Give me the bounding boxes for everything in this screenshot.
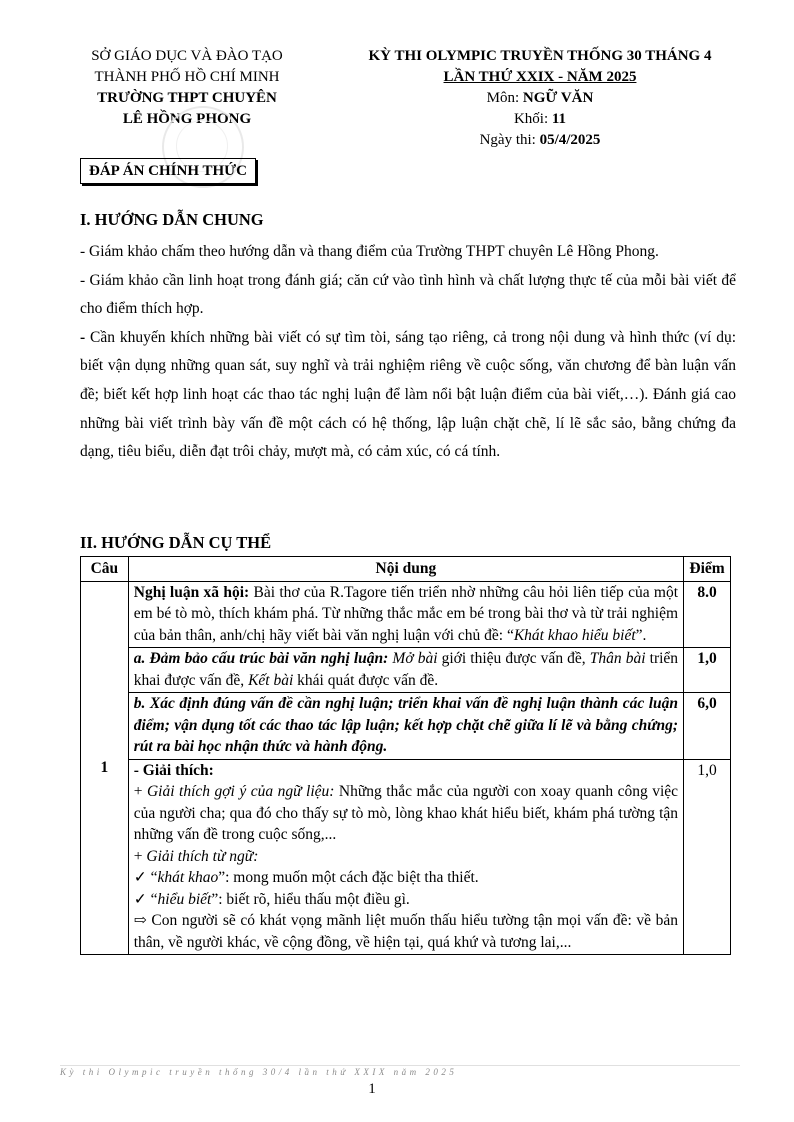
- table-row: [81, 693, 731, 760]
- points-structure: 1,0: [684, 648, 731, 693]
- quote-open: “: [146, 890, 158, 908]
- arrow-right-icon: ⇨: [133, 912, 147, 929]
- task-lead: Nghị luận xã hội:: [133, 583, 250, 601]
- check-icon: ✓: [133, 890, 147, 908]
- points-argument: 6,0: [684, 693, 731, 760]
- structure-intro: Mở bài: [392, 650, 438, 667]
- structure-text-2: triển khai được vấn đề,: [133, 650, 679, 689]
- footer-text: Kỳ thi Olympic truyền thống 30/4 lần thứ XXIX năm 2025: [60, 1067, 458, 1077]
- grade-label: Khối:: [513, 111, 552, 127]
- explanation-section: [128, 759, 683, 955]
- question-number: 1: [81, 581, 129, 955]
- grade-line: [330, 109, 750, 130]
- task-topic: Khát khao hiểu biết: [513, 626, 636, 644]
- table-header-row: [81, 557, 731, 582]
- check-icon: ✓: [133, 869, 147, 886]
- col-header-question: Câu: [81, 557, 129, 582]
- section1-title: I. HƯỚNG DẪN CHUNG: [80, 210, 264, 229]
- general-guidelines: [80, 238, 736, 467]
- grading-table: [80, 556, 731, 955]
- structure-text-3: khái quát được vấn đề.: [293, 671, 439, 689]
- table-row: [81, 581, 731, 648]
- term-khat-khao-definition: ”: mong muốn một cách đặc biệt tha thiết.: [218, 869, 479, 886]
- guideline-paragraph-2: - Giám khảo cần linh hoạt trong đánh giá; căn cứ vào tình hình và chất lượng thực tế của mỗi bài viết để cho điểm thích hợp.: [80, 271, 736, 318]
- explanation-line-1-label: Giải thích gợi ý của ngữ liệu:: [146, 783, 335, 800]
- explanation-line-5: [134, 910, 678, 953]
- guideline-paragraph-3-text: Cần khuyến khích những bài viết có sự tìm tòi, sáng tạo riêng, cả trong nội dung và hình thức (ví dụ: biết vận dụng những quan sát, suy nghĩ và trải nghiệm riêng về cuộc sống, văn chương để bàn luận vấn đề; biết kết hợp linh hoạt các thao tác nghị luận để làm nổi bật luận điểm của bài viết,…). Đánh giá cao những bài viết trình bày vấn đề một cách có hệ thống, lập luận chặt chẽ, lí lẽ sắc sảo, bằng chứng đa dạng, tiêu biểu, diễn đạt trôi chảy, mượt mà, có cảm xúc, có cá tính.: [80, 328, 736, 461]
- page-number: 1: [368, 1081, 376, 1097]
- header-right: [330, 46, 750, 151]
- date-label: Ngày thi:: [479, 132, 540, 148]
- points-explanation: 1,0: [684, 759, 731, 955]
- explanation-line-1: [134, 781, 678, 846]
- date-line: [330, 130, 750, 151]
- guideline-paragraph-3: [80, 324, 736, 467]
- explanation-line-2-label: Giải thích từ ngữ:: [146, 847, 259, 865]
- task-description: [128, 581, 683, 648]
- department-name: SỞ GIÁO DỤC VÀ ĐÀO TẠO: [91, 48, 283, 64]
- section2-title: II. HƯỚNG DẪN CỤ THỂ: [80, 533, 272, 552]
- school-name-line1: TRƯỜNG THPT CHUYÊN: [97, 90, 277, 106]
- quote-open: “: [146, 869, 158, 886]
- explanation-line-2: [134, 846, 678, 868]
- structure-text-1: giới thiệu được vấn đề,: [437, 650, 590, 667]
- plus-marker: +: [133, 847, 147, 865]
- official-answer-label: ĐÁP ÁN CHÍNH THỨC: [80, 158, 256, 184]
- exam-subtitle: LẦN THỨ XXIX - NĂM 2025: [443, 69, 637, 85]
- subject-line: [330, 88, 750, 109]
- task-text: Bài thơ của R.Tagore tiến triển nhờ những câu hỏi liên tiếp của một em bé tò mò, thích khám phá. Từ những thắc mắc em bé trong bài thơ và từ trải nghiệm của bản thân, anh/chị hãy viết bài văn nghị luận với chủ đề: “: [133, 583, 679, 644]
- term-hieu-biet-definition: ”: biết rõ, hiểu thấu một điều gì.: [211, 890, 410, 908]
- task-close: ”.: [635, 626, 647, 644]
- footer-divider: [60, 1065, 740, 1066]
- table-row: [81, 759, 731, 955]
- plus-marker: +: [133, 783, 147, 800]
- structure-conclusion: Kết bài: [248, 671, 294, 689]
- school-name-line2: LÊ HỒNG PHONG: [122, 111, 252, 127]
- subject-label: Môn:: [486, 90, 523, 106]
- structure-lead: a. Đảm bảo cấu trúc bài văn nghị luận:: [133, 650, 389, 667]
- date-value: 05/4/2025: [539, 132, 601, 148]
- explanation-conclusion: Con người sẽ có khát vọng mãnh liệt muốn thấu hiểu tường tận mọi vấn đề: về bản thân, về người khác, về cộng đồng, về hiện tại, quá khứ và tương lai,...: [133, 912, 679, 951]
- subject-value: NGỮ VĂN: [522, 90, 594, 106]
- explanation-line-4: [134, 889, 678, 911]
- grade-value: 11: [551, 111, 567, 127]
- structure-body: Thân bài: [589, 650, 646, 667]
- col-header-points: Điểm: [684, 557, 731, 582]
- exam-title: KỲ THI OLYMPIC TRUYỀN THỐNG 30 THÁNG 4: [368, 48, 712, 64]
- structure-criteria: [128, 648, 683, 693]
- guideline-dash: -: [80, 328, 86, 346]
- term-khat-khao: khát khao: [157, 869, 219, 886]
- explanation-line-1-text: Những thắc mắc của người con xoay quanh công việc của người cha; qua đó cho thấy sự tò mò, lòng khao khát hiểu biết, khám phá tường tận những vấn đề trong cuộc sống,...: [133, 783, 679, 843]
- guideline-paragraph-1: - Giám khảo chấm theo hướng dẫn và thang điểm của Trường THPT chuyên Lê Hồng Phong.: [80, 243, 659, 260]
- table-row: [81, 648, 731, 693]
- points-total: 8.0: [684, 581, 731, 648]
- argument-criteria: b. Xác định đúng vấn đề cần nghị luận; triển khai vấn đề nghị luận thành các luận điểm; vận dụng tốt các thao tác lập luận; kết hợp chặt chẽ giữa lí lẽ và bằng chứng; rút ra bài học nhận thức và hành động.: [128, 693, 683, 760]
- city-name: THÀNH PHỐ HỒ CHÍ MINH: [94, 69, 280, 85]
- term-hieu-biet: hiểu biết: [157, 890, 212, 908]
- explanation-heading: - Giải thích:: [133, 761, 214, 779]
- explanation-line-3: [134, 867, 678, 889]
- col-header-content: Nội dung: [128, 557, 683, 582]
